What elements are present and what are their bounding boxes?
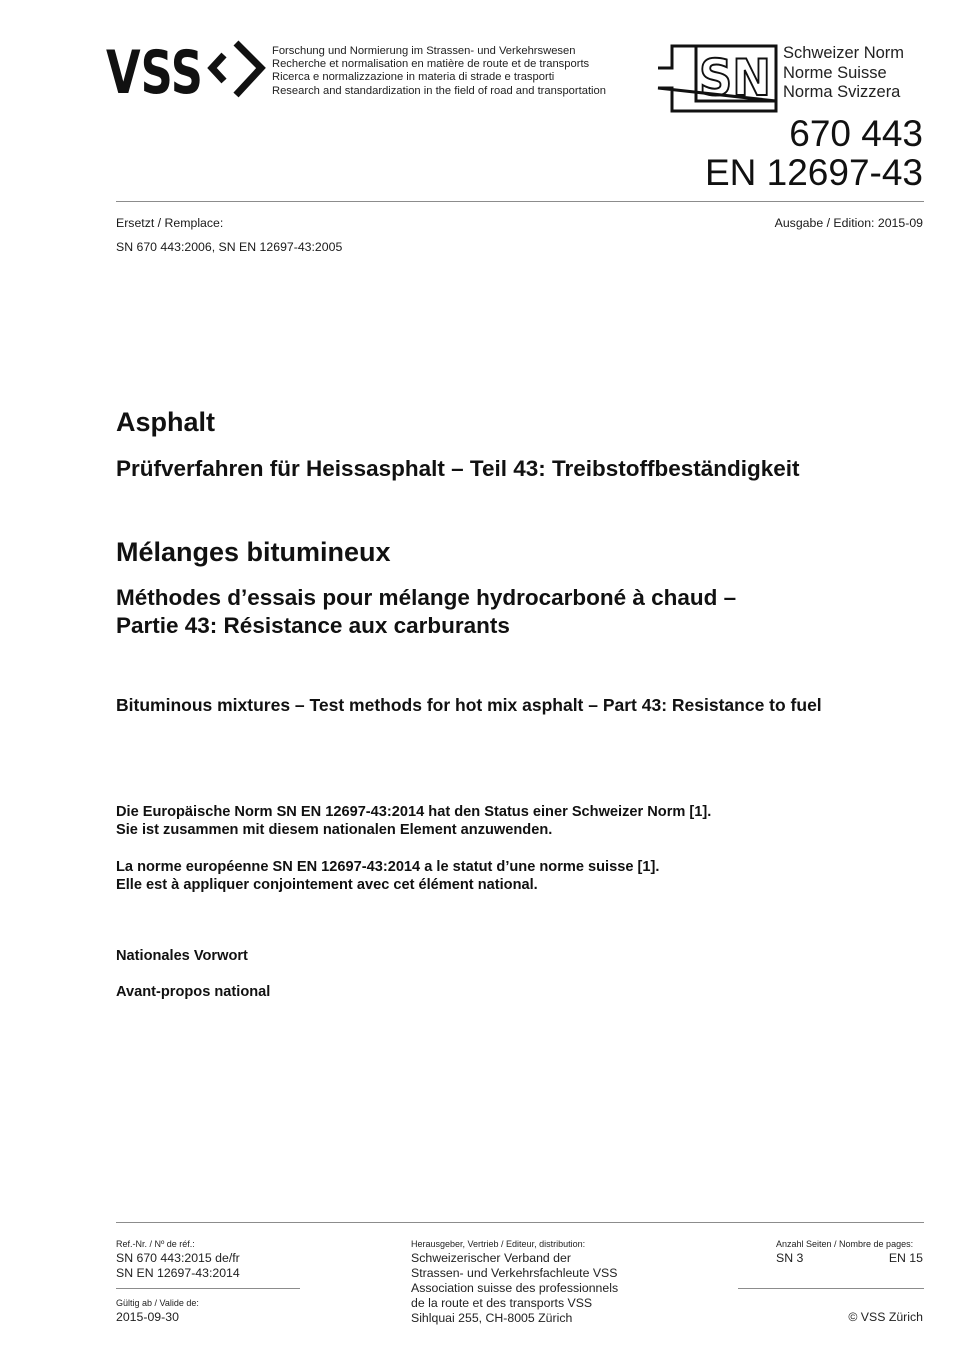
foreword-fr: Avant-propos national [116, 984, 271, 1000]
copyright: © VSS Zürich [848, 1310, 923, 1324]
title-fr-sub-line2: Partie 43: Résistance aux carburants [116, 613, 510, 638]
standard-number: 670 443 [789, 113, 923, 154]
footer-divider [116, 1222, 924, 1223]
valid-label: Gültig ab / Valide de: [116, 1298, 199, 1308]
ref-line1: SN 670 443:2015 de/fr [116, 1251, 240, 1265]
tagline-it: Ricerca e normalizzazione in materia di strade e trasporti [272, 71, 555, 84]
publisher-line: Strassen- und Verkehrsfachleute VSS [411, 1266, 618, 1280]
foreword-de: Nationales Vorwort [116, 948, 248, 964]
publisher-line: Schweizerischer Verband der [411, 1251, 571, 1265]
statement-fr-line1: La norme européenne SN EN 12697-43:2014 a le statut d’une norme suisse [1]. [116, 859, 660, 875]
header-divider [116, 201, 924, 202]
vss-logo [106, 40, 266, 105]
replaces-value: SN 670 443:2006, SN EN 12697-43:2005 [116, 240, 343, 254]
title-fr-main: Mélanges bitumineux [116, 537, 391, 567]
vss-taglines [272, 45, 606, 98]
tagline-fr: Recherche et normalisation en matière de route et de transports [272, 58, 590, 71]
title-de-sub: Prüfverfahren für Heissasphalt – Teil 43: Treibstoffbeständigkeit [116, 456, 800, 481]
pages-sn: SN 3 [776, 1251, 804, 1265]
en-number: EN 12697-43 [704, 152, 923, 193]
publisher-line: de la route et des transports VSS [411, 1296, 593, 1310]
title-en: Bituminous mixtures – Test methods for hot mix asphalt – Part 43: Resistance to fuel [116, 695, 822, 715]
sn-logo-text: SN [699, 49, 771, 107]
publisher-line: Association suisse des professionnels [411, 1281, 619, 1295]
sn-labels [783, 44, 904, 103]
pages-en: EN 15 [888, 1251, 923, 1265]
publisher-line: Sihlquai 255, CH-8005 Zürich [411, 1311, 573, 1325]
statement-fr-line2: Elle est à appliquer conjointement avec cet élément national. [116, 877, 538, 893]
tagline-de: Forschung und Normierung im Strassen- und Verkehrswesen [272, 45, 576, 57]
sn-label-de: Schweizer Norm [783, 44, 905, 62]
sn-label-it: Norma Svizzera [783, 83, 901, 101]
statement-de-line2: Sie ist zusammen mit diesem nationalen Element anzuwenden. [116, 822, 553, 838]
sn-label-fr: Norme Suisse [783, 63, 887, 82]
replaces-label: Ersetzt / Remplace: [116, 216, 224, 230]
pages-divider [738, 1288, 924, 1289]
ref-line2: SN EN 12697-43:2014 [116, 1266, 240, 1280]
ref-label: Ref.-Nr. / Nº de réf.: [116, 1239, 195, 1249]
statement-de-line1: Die Europäische Norm SN EN 12697-43:2014 hat den Status einer Schweizer Norm [1]. [116, 804, 712, 820]
valid-value: 2015-09-30 [116, 1310, 179, 1324]
sn-logo [656, 43, 781, 118]
vss-logo-text: VSS [106, 40, 203, 100]
publisher-label: Herausgeber, Vertrieb / Editeur, distribution: [411, 1239, 586, 1249]
title-de-main: Asphalt [116, 407, 216, 437]
edition: Ausgabe / Edition: 2015-09 [774, 216, 923, 230]
tagline-en: Research and standardization in the field of road and transportation [272, 84, 606, 97]
ref-divider [116, 1288, 300, 1289]
title-fr-sub-line1: Méthodes d’essais pour mélange hydrocarboné à chaud – [116, 585, 737, 610]
pages-label: Anzahl Seiten / Nombre de pages: [776, 1239, 914, 1249]
